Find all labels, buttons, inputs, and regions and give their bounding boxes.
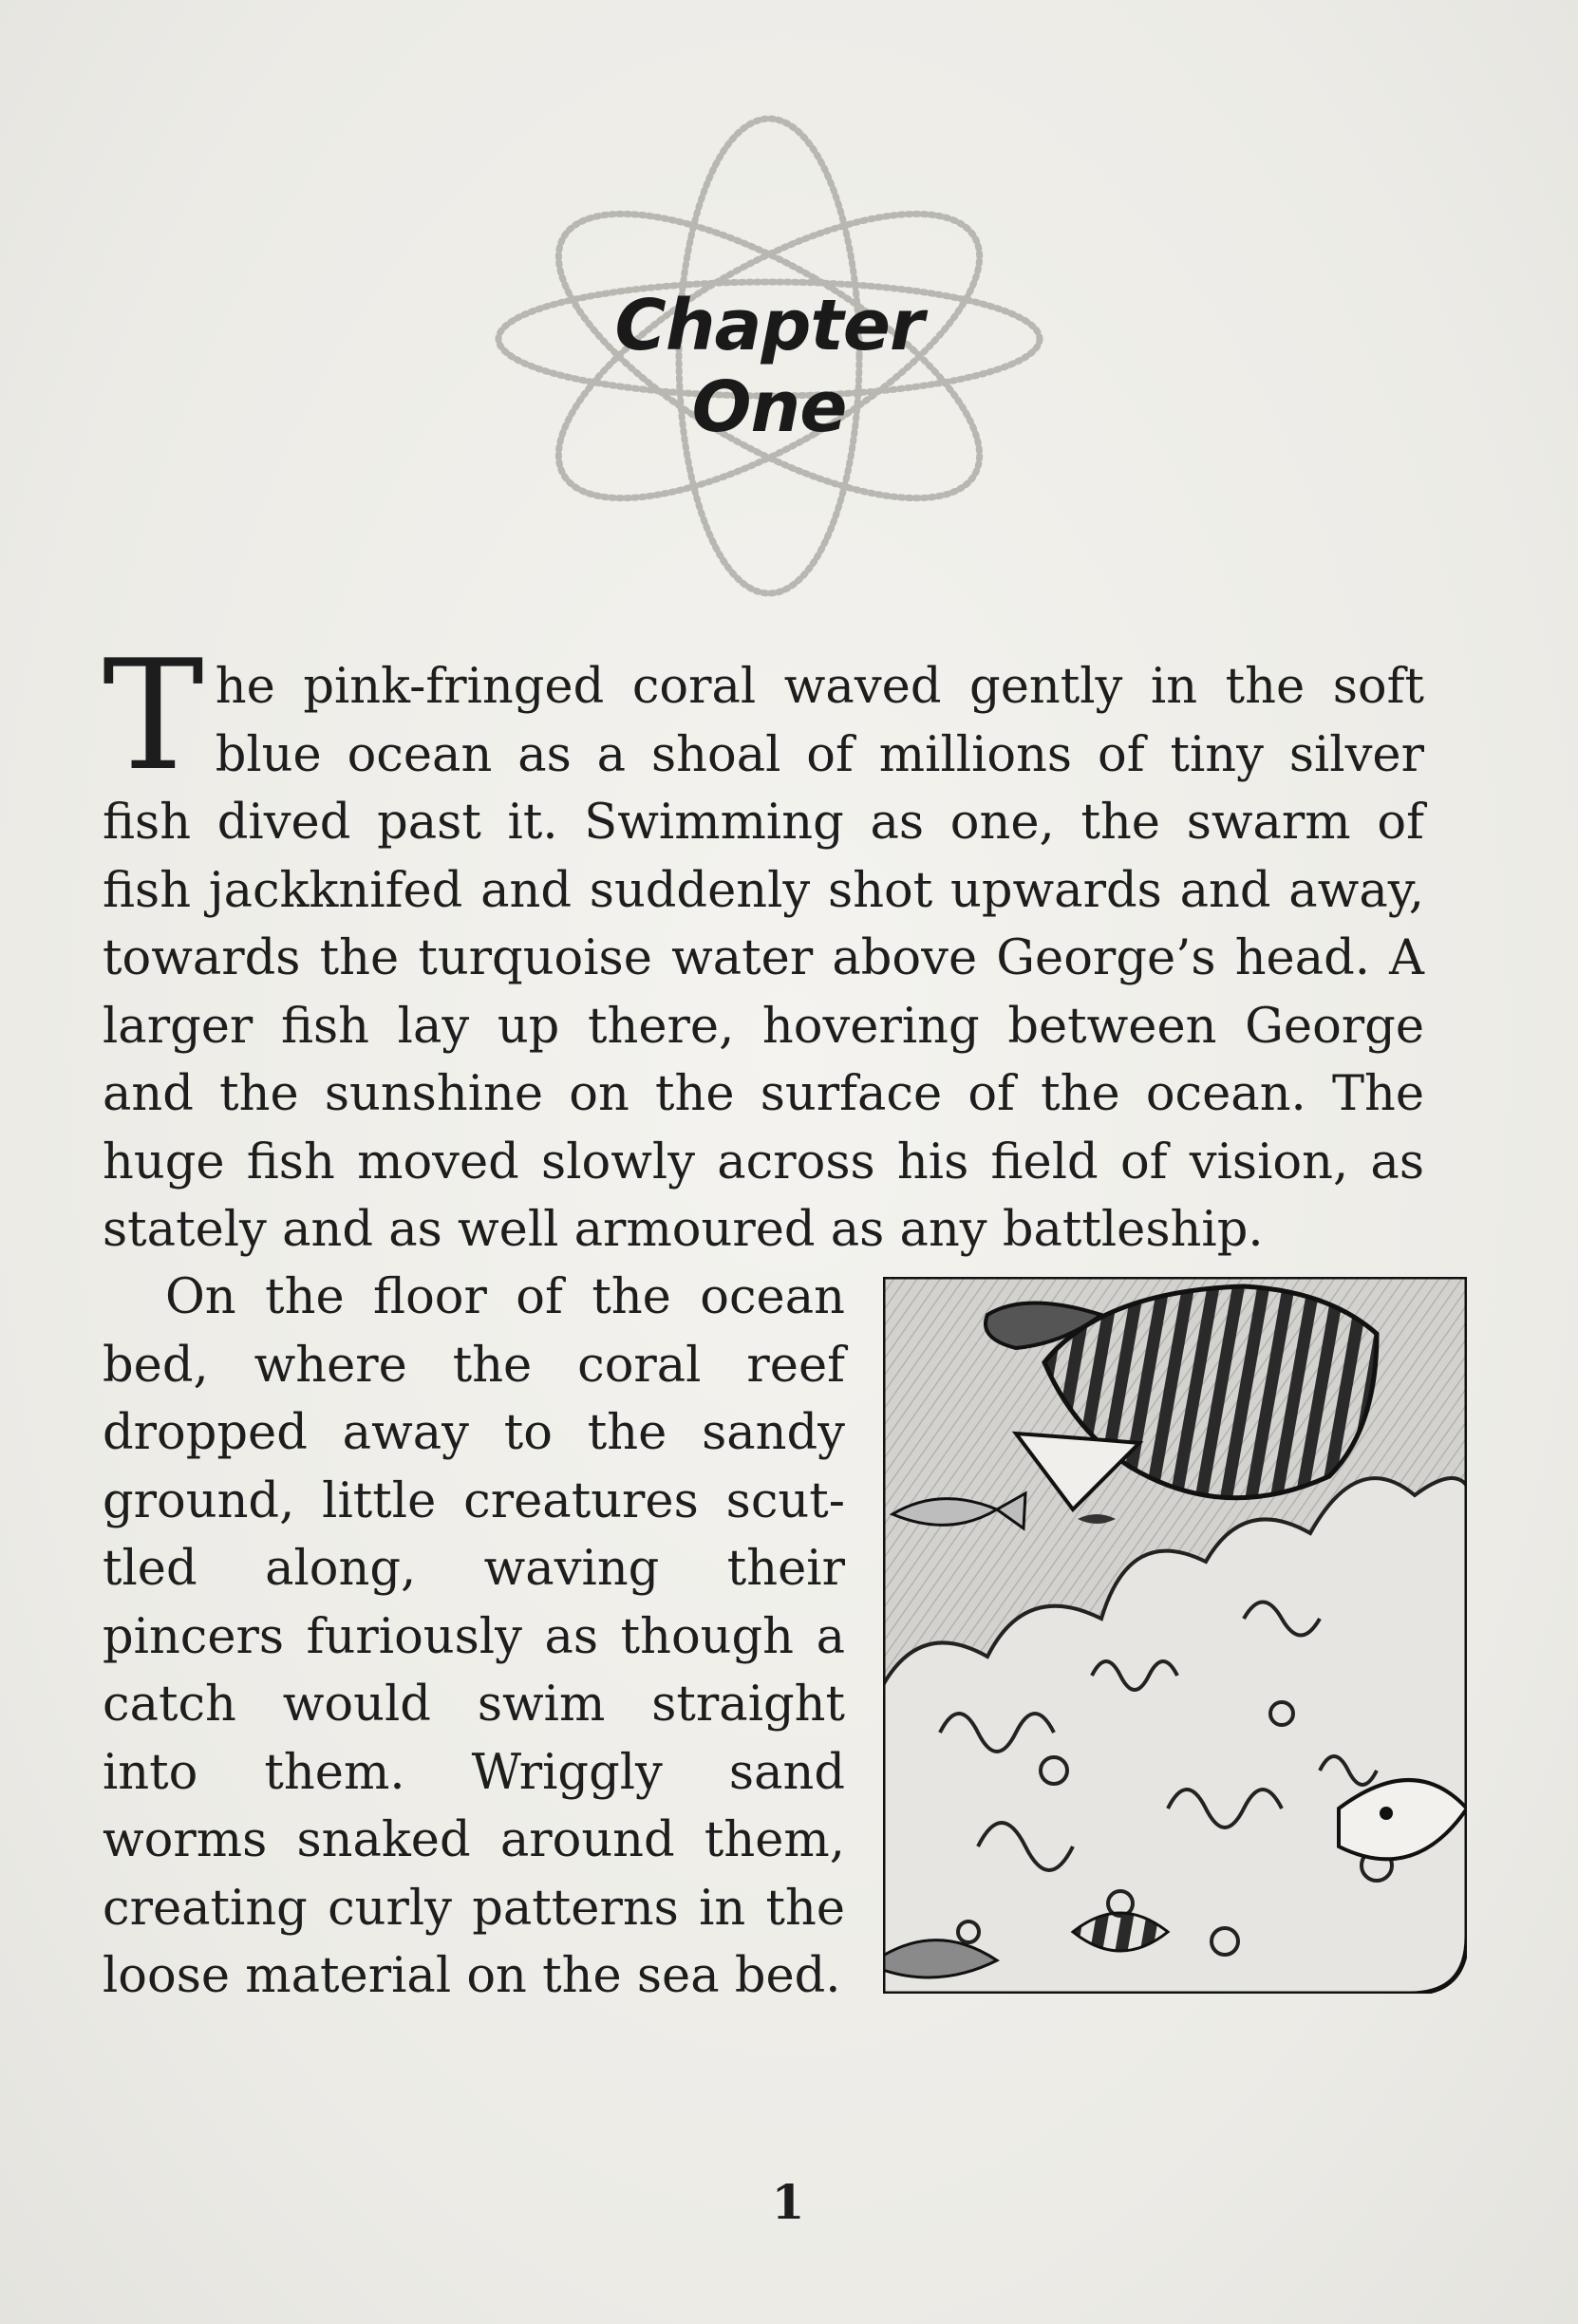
paragraph-1-text: he pink-fringed coral waved gently in the soft blue ocean as a shoal of millions of tiny silver fish dived past it. Swimming as one, the swarm of fish jackknifed and suddenly shot upwards and away, towards the turquoise water above George’s head. A larger fish lay up there, hovering between George and the sunshine on the surface of the ocean. The huge fish moved slowly across his field of vision, as stately and as well armoured as any battleship. [103, 659, 1424, 1258]
coral-reef-fish-illustration [883, 1277, 1467, 1994]
paragraph-2: On the floor of the ocean bed, where the coral reef dropped away to the sandy ground, little creatures scuttled along, waving their pincers furiously as though a catch would swim straight into them. Wriggly sand worms snaked around them, creating curly patterns in the loose material on the sea bed. [103, 1269, 845, 2004]
page-number: 1 [771, 2174, 805, 2230]
chapter-title: Chapter One [614, 285, 924, 448]
drop-cap: T [103, 627, 204, 804]
paragraph-1 [103, 627, 1424, 1265]
